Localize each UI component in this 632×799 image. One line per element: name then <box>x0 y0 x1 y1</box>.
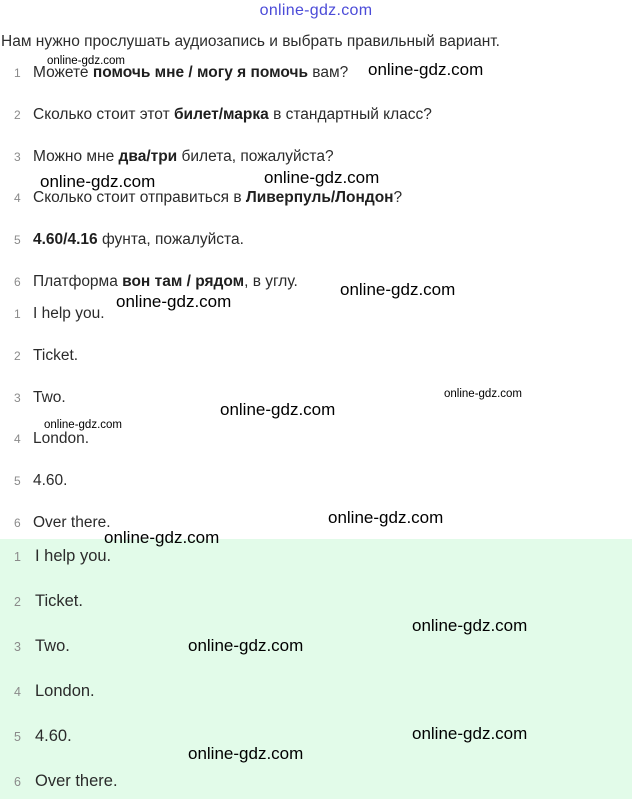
highlighted-answer-number: 3 <box>14 640 21 654</box>
answer-number: 2 <box>14 349 21 363</box>
highlighted-answer-number: 4 <box>14 685 21 699</box>
highlighted-answer-number: 2 <box>14 595 21 609</box>
task-instruction: Нам нужно прослушать аудиозапись и выбрать правильный вариант. <box>1 33 500 50</box>
site-header-link[interactable]: online-gdz.com <box>259 2 373 19</box>
answer-text: Ticket. <box>33 347 79 364</box>
answer-text: I help you. <box>33 305 105 322</box>
highlighted-answer-number: 6 <box>14 775 21 789</box>
watermark: online-gdz.com <box>188 636 304 655</box>
answer-item <box>14 305 105 327</box>
answer-text: Over there. <box>33 514 111 531</box>
highlighted-answer-item <box>14 772 118 791</box>
highlighted-answer-item <box>14 727 72 746</box>
question-item <box>14 231 244 253</box>
watermark: online-gdz.com <box>412 616 528 635</box>
question-number: 4 <box>14 191 21 205</box>
watermark: online-gdz.com <box>104 528 220 547</box>
highlighted-answer-text: London. <box>35 682 95 700</box>
question-number: 3 <box>14 150 21 164</box>
watermark: online-gdz.com <box>328 508 444 527</box>
question-item <box>14 106 432 128</box>
question-text: Можете помочь мне / могу я помочь вам? <box>33 64 349 81</box>
watermark: online-gdz.com <box>47 55 125 67</box>
highlighted-answer-text: Over there. <box>35 772 118 790</box>
highlighted-answer-item <box>14 637 70 656</box>
answer-number: 3 <box>14 391 21 405</box>
watermark: online-gdz.com <box>220 400 336 419</box>
watermark: online-gdz.com <box>116 292 232 311</box>
answer-item <box>14 472 67 494</box>
answer-item <box>14 389 66 411</box>
watermark: online-gdz.com <box>264 168 380 187</box>
question-text: Сколько стоит отправиться в Ливерпуль/Лондон? <box>33 189 403 206</box>
highlighted-answer-number: 5 <box>14 730 21 744</box>
question-text: Сколько стоит этот билет/марка в стандартный класс? <box>33 106 432 123</box>
answer-item <box>14 347 78 369</box>
answer-item <box>14 430 89 452</box>
answer-text: Two. <box>33 389 66 406</box>
answer-number: 1 <box>14 307 21 321</box>
answer-number: 5 <box>14 474 21 488</box>
question-text: 4.60/4.16 фунта, пожалуйста. <box>33 231 244 248</box>
question-text: Платформа вон там / рядом, в углу. <box>33 273 298 290</box>
highlighted-answer-text: I help you. <box>35 547 112 565</box>
highlighted-answer-text: Ticket. <box>35 592 83 610</box>
answer-text: 4.60. <box>33 472 68 489</box>
watermark: online-gdz.com <box>40 172 156 191</box>
watermark: online-gdz.com <box>368 60 484 79</box>
highlighted-answers-panel <box>0 539 632 799</box>
question-item <box>14 189 402 211</box>
answer-number: 4 <box>14 432 21 446</box>
highlighted-answer-item <box>14 682 95 701</box>
question-number: 5 <box>14 233 21 247</box>
highlighted-answer-text: 4.60. <box>35 727 72 745</box>
question-text: Можно мне два/три билета, пожалуйста? <box>33 148 334 165</box>
watermark: online-gdz.com <box>444 388 522 400</box>
question-item <box>14 148 334 170</box>
answer-item <box>14 514 111 536</box>
question-item <box>14 64 348 86</box>
watermark: online-gdz.com <box>44 419 122 431</box>
highlighted-answer-item <box>14 592 83 611</box>
question-number: 1 <box>14 66 21 80</box>
highlighted-answer-number: 1 <box>14 550 21 564</box>
question-number: 2 <box>14 108 21 122</box>
watermark: online-gdz.com <box>188 744 304 763</box>
answer-number: 6 <box>14 516 21 530</box>
watermark: online-gdz.com <box>412 724 528 743</box>
watermark: online-gdz.com <box>340 280 456 299</box>
highlighted-answer-item <box>14 547 111 566</box>
highlighted-answer-text: Two. <box>35 637 70 655</box>
answer-text: London. <box>33 430 90 447</box>
question-number: 6 <box>14 275 21 289</box>
